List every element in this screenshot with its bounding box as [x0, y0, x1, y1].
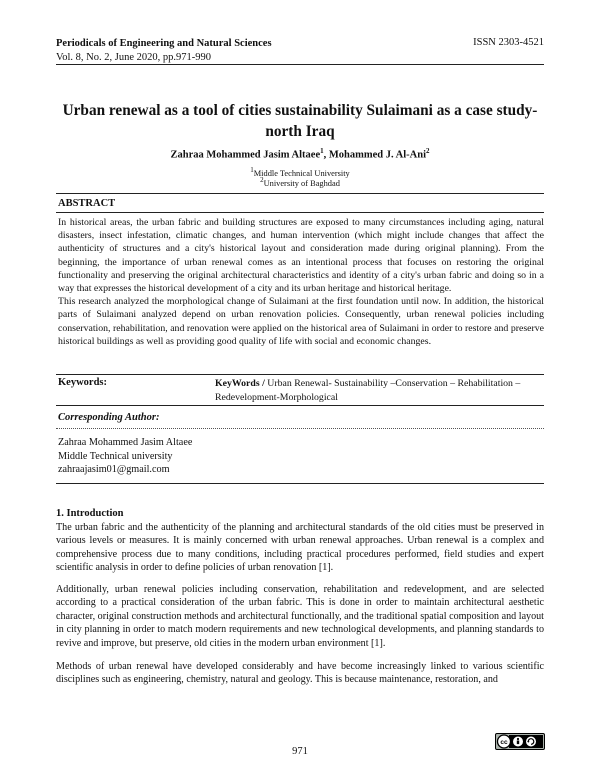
author-1: Zahraa Mohammed Jasim Altaee	[170, 149, 321, 161]
corresponding-author-name: Zahraa Mohammed Jasim Altaee	[58, 437, 193, 448]
corresponding-author-affiliation: Middle Technical university	[58, 450, 173, 462]
author-list	[56, 147, 544, 161]
corresponding-author-email[interactable]: zahraajasim01@gmail.com	[58, 464, 170, 475]
abstract-heading-rule	[56, 212, 544, 213]
issn: ISSN 2303-4521	[473, 37, 544, 48]
author-1-affiliation-mark: 1	[320, 147, 324, 155]
author-2-affiliation-mark: 2	[426, 147, 430, 155]
keywords-top-rule	[56, 374, 544, 375]
keywords-list	[215, 377, 545, 404]
keywords-values: Urban Renewal- Sustainability –Conservation – Rehabilitation – Redevelopment-Morphological	[215, 378, 521, 403]
introduction-paragraph-3: Methods of urban renewal have developed considerably and have become increasingly linked to various scientific disciplines such as engineering, chemistry, natural and geology. This is because maintenance, restoration, and	[56, 661, 544, 686]
affiliation-2-mark: 2	[260, 176, 264, 184]
introduction-paragraph-1: The urban fabric and the authenticity of the planning and architectural standards of the old cities must be preserved in various levels or measures. It is mainly concerned with urban renewal approaches. Urban renewal is a complex and comprehensive process due to many conditions, including practical procedures performed, field studies and expert scientific analysis in order to define policies of urban renovation [1].	[56, 522, 544, 574]
journal-volume: Vol. 8, No. 2, June 2020, pp.971-990	[56, 51, 211, 63]
keywords-label-text: Keywords	[58, 377, 104, 388]
page-number: 971	[292, 746, 308, 757]
header-rule	[56, 64, 544, 65]
introduction-heading: 1. Introduction	[56, 508, 124, 519]
title-line-1: Urban renewal as a tool of cities sustainability Sulaimani as a case study-	[62, 102, 538, 119]
cc-badge-text: cc	[500, 739, 508, 746]
creative-commons-license-icon[interactable]	[495, 733, 545, 750]
front-matter-bottom-rule	[56, 483, 544, 484]
journal-header	[56, 37, 272, 64]
corresponding-author-block	[58, 436, 192, 477]
author-2: Mohammed J. Al-Ani	[328, 149, 426, 161]
affiliation-2	[56, 175, 544, 189]
title-line-2: north Iraq	[265, 123, 335, 140]
abstract-heading: ABSTRACT	[58, 198, 116, 209]
corresponding-author-rule	[56, 428, 544, 429]
keywords-label	[58, 377, 107, 388]
journal-name: Periodicals of Engineering and Natural Sciences	[56, 38, 272, 49]
abstract-top-rule	[56, 193, 544, 194]
abstract-paragraph-1: In historical areas, the urban fabric and building structures are exposed to many circumstances including aging, natural disasters, insect infestation, climatic changes, and human intervention (which might include changes that affect the authenticity of structures and a city's historical layout and consideration made during original planning). From the beginning, the importance of urban renewal comes as an intentional process that focuses on restoring the original functionality and preserving the original architectural characteristics and identity of a city's urban fabric and doing so in a way that expresses the historical development of a city and its urban heritage and historical heritage.	[58, 217, 544, 295]
keywords-lead: KeyWords /	[215, 378, 268, 389]
abstract-body	[58, 216, 544, 348]
keywords-bottom-rule	[56, 405, 544, 406]
affiliation-2-text: University of Baghdad	[263, 178, 340, 188]
introduction-paragraph-2: Additionally, urban renewal policies including conservation, rehabilitation and redevelopment, and are selected according to a practical consideration of the urban fabric. This is done in order to maintain architectural aesthetic character, original construction methods and architectural functionally, and the traditional spatial composition and layout in city planning in order to match modern requirements and new technological developments, and planning standards to revive and improve, but preserve, old cities in the modern urban environment [1].	[56, 584, 544, 649]
abstract-paragraph-2: This research analyzed the morphological change of Sulaimani at the first foundation until now. In addition, the historical parts of Sulaimani analyzed depend on urban renovation policies. Consequently, urban renewal policies including conservation, rehabilitation, and renovation were applied on the historical area of Sulaimani in order to restore and preserve historical buildings as well as providing good quality of life with social and economic changes.	[58, 296, 544, 347]
keywords-colon: :	[103, 377, 107, 388]
corresponding-author-heading: Corresponding Author:	[58, 412, 160, 423]
affiliation-1-text: Middle Technical University	[253, 168, 350, 178]
affiliation-1-mark: 1	[250, 166, 254, 174]
author-separator: ,	[323, 149, 329, 161]
paper-title	[56, 100, 544, 142]
